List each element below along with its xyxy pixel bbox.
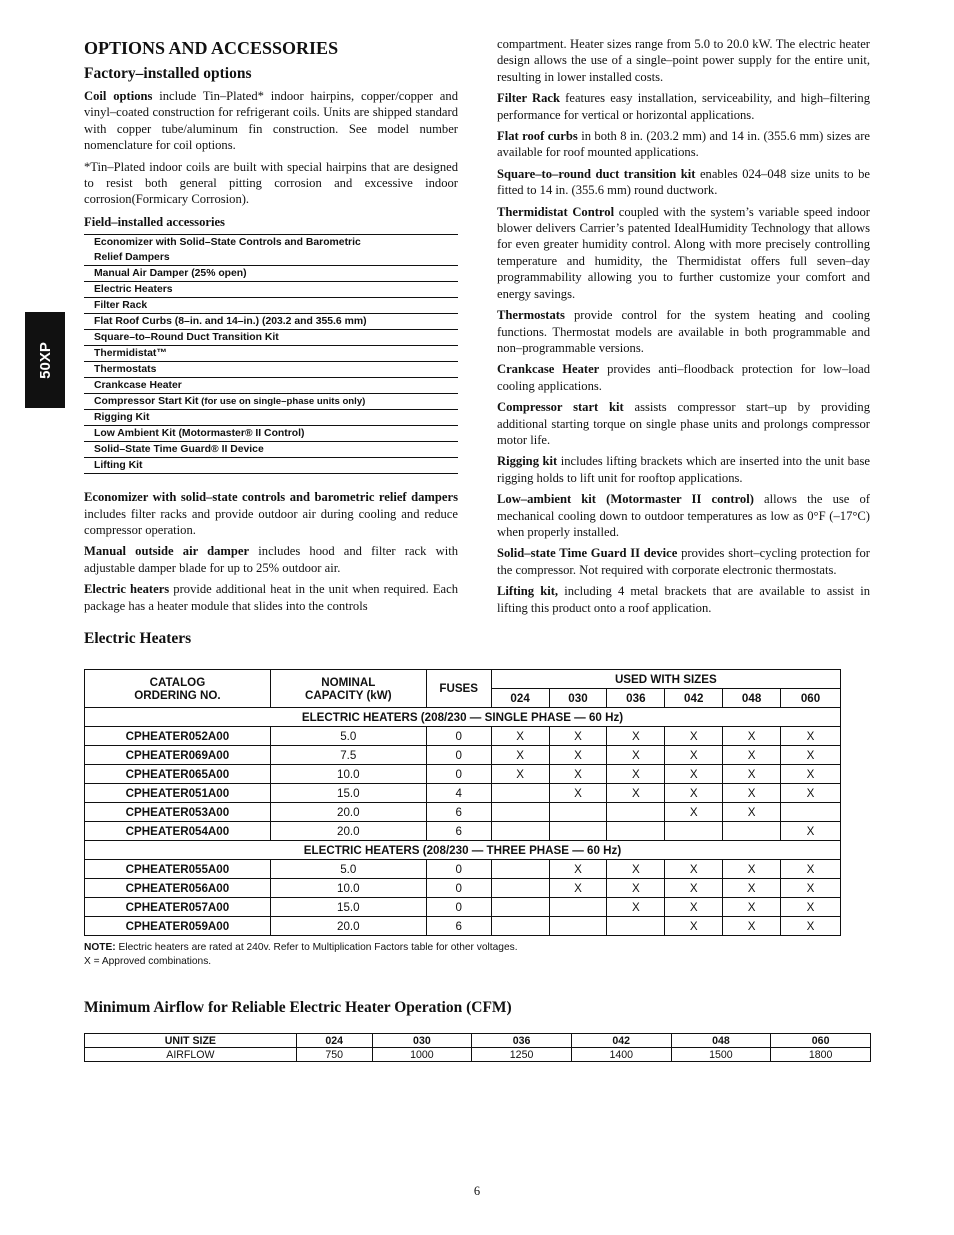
capacity-cell: 10.0 [270, 879, 426, 898]
size-cell: X [607, 765, 665, 784]
airflow-header-cell: UNIT SIZE [85, 1034, 297, 1048]
size-cell: X [665, 727, 723, 746]
size-cell: X [781, 879, 841, 898]
accessory-description [497, 399, 870, 448]
accessory-description-text: includes lifting brackets which are inserted into the unit base rigging holds to lift unit for rooftop applications. [497, 454, 870, 485]
note-label: NOTE: [84, 942, 116, 953]
table-row [85, 727, 841, 746]
size-cell [491, 803, 549, 822]
heaters-text: provide additional heat in the unit when required. Each package has a heater module that slides into the controls [84, 582, 458, 613]
accessory-description-lead: Crankcase Heater [497, 362, 600, 377]
fuses-cell: 0 [426, 727, 491, 746]
catalog-cell: CPHEATER059A00 [85, 917, 271, 936]
economizer-paragraph [84, 489, 458, 538]
airflow-cell: 1250 [472, 1048, 572, 1062]
size-cell [549, 898, 607, 917]
airflow-cell: 1500 [671, 1048, 771, 1062]
accessory-description [497, 545, 870, 578]
factory-options-heading: Factory–installed options [84, 65, 252, 82]
economizer-lead: Economizer with solid–state controls and barometric relief dampers [84, 490, 458, 505]
fuses-cell: 0 [426, 860, 491, 879]
accessory-note: (for use on single–phase units only) [198, 396, 366, 408]
catalog-cell: CPHEATER065A00 [85, 765, 271, 784]
heaters-note [84, 941, 518, 969]
size-cell: X [665, 860, 723, 879]
coil-options-lead: Coil options [84, 89, 153, 103]
accessories-list [84, 234, 458, 474]
size-header: 036 [607, 689, 665, 708]
catalog-cell: CPHEATER056A00 [85, 879, 271, 898]
size-cell [491, 879, 549, 898]
airflow-header-cell: 042 [571, 1034, 671, 1048]
size-cell: X [723, 860, 781, 879]
accessory-item: Crankcase Heater [84, 378, 458, 394]
group-label: ELECTRIC HEATERS (208/230 — SINGLE PHASE — 60 Hz) [85, 708, 841, 727]
accessory-item: Relief Dampers [84, 250, 458, 266]
capacity-cell: 10.0 [270, 765, 426, 784]
accessory-description-lead: Rigging kit [497, 454, 558, 469]
fuses-cell: 0 [426, 879, 491, 898]
damper-text: includes hood and filter rack with adjustable damper blade for up to 25% outdoor air. [84, 544, 459, 575]
table-row [85, 917, 841, 936]
size-cell: X [491, 746, 549, 765]
size-cell: X [781, 860, 841, 879]
size-header: 030 [549, 689, 607, 708]
size-cell [781, 803, 841, 822]
accessory-description [497, 90, 870, 123]
size-cell: X [665, 803, 723, 822]
accessory-description-text: provide control for the system heating and cooling functions. Thermostat models are available in both programmable and non–programmable versions. [497, 308, 870, 355]
airflow-header-cell: 060 [771, 1034, 871, 1048]
size-header: 042 [665, 689, 723, 708]
size-cell [665, 822, 723, 841]
table-row [85, 822, 841, 841]
size-cell: X [491, 727, 549, 746]
size-cell: X [723, 879, 781, 898]
fuses-cell: 6 [426, 803, 491, 822]
accessory-item: Flat Roof Curbs (8–in. and 14–in.) (203.2 and 355.6 mm) [84, 314, 458, 330]
accessory-description-text: coupled with the system’s variable speed indoor blower delivers Carrier’s patented IdealHumidity Technology that allows for even greater humidity control. Along with more precisely controlling temperature and humidity, the Thermidistat offers full seven–day programmability allowing you to further customize your comfort and energy savings. [497, 204, 870, 301]
size-cell: X [723, 898, 781, 917]
note-x-line: X = Approved combinations. [84, 956, 212, 967]
page-number: 6 [473, 1184, 481, 1198]
accessory-description-lead: Thermidistat Control [497, 204, 615, 219]
size-cell: X [781, 784, 841, 803]
accessory-description-text: in both 8 in. (203.2 mm) and 14 in. (355.6 mm) sizes are available for roof mounted applications. [497, 129, 870, 160]
airflow-cell: 750 [296, 1048, 372, 1062]
capacity-cell: 20.0 [270, 917, 426, 936]
size-cell: X [781, 822, 841, 841]
accessory-description [497, 491, 870, 540]
size-cell: X [665, 765, 723, 784]
accessory-description [497, 453, 870, 486]
page-title: OPTIONS AND ACCESSORIES [84, 38, 339, 58]
size-cell: X [491, 765, 549, 784]
airflow-header-cell: 024 [296, 1034, 372, 1048]
accessory-item: Thermostats [84, 362, 458, 378]
catalog-cell: CPHEATER069A00 [85, 746, 271, 765]
size-cell: X [781, 746, 841, 765]
size-cell: X [607, 784, 665, 803]
side-tab-label: 50XP [36, 341, 54, 379]
size-cell: X [549, 879, 607, 898]
size-cell [607, 803, 665, 822]
fuses-cell: 6 [426, 822, 491, 841]
accessory-description-text: enables 024–048 size units to be fitted to 14 in. (355.6 mm) round ductwork. [497, 166, 870, 198]
airflow-heading: Minimum Airflow for Reliable Electric Heater Operation (CFM) [84, 999, 512, 1016]
field-accessories-heading: Field–installed accessories [84, 214, 225, 229]
table-row [85, 898, 841, 917]
table-row [85, 765, 841, 784]
airflow-header-cell: 048 [671, 1034, 771, 1048]
size-header: 048 [723, 689, 781, 708]
table-row [85, 860, 841, 879]
size-cell [491, 917, 549, 936]
economizer-text: includes filter racks and provide outdoor air during cooling and reduce compressor operation. [84, 506, 458, 538]
accessory-description-text: assists compressor start–up by providing additional starting torque on single phase units and prolongs compressor motor life. [497, 400, 870, 447]
accessory-description-lead: Square–to–round duct transition kit [497, 166, 696, 181]
size-header: 024 [491, 689, 549, 708]
size-cell [549, 803, 607, 822]
airflow-header-cell: 030 [372, 1034, 472, 1048]
size-cell: X [723, 727, 781, 746]
accessory-item: Low Ambient Kit (Motormaster® II Control) [84, 426, 458, 442]
accessory-item: Thermidistat™ [84, 346, 458, 362]
accessory-description [497, 307, 870, 356]
damper-paragraph [84, 543, 458, 576]
electric-heaters-heading: Electric Heaters [84, 630, 192, 647]
fuses-cell: 0 [426, 765, 491, 784]
electric-heaters-table [84, 669, 841, 936]
accessory-item: Electric Heaters [84, 282, 458, 298]
fuses-header: FUSES [426, 670, 491, 708]
airflow-cell: 1800 [771, 1048, 871, 1062]
coil-options-paragraph [84, 88, 458, 154]
heaters-lead: Electric heaters [84, 582, 170, 597]
size-cell: X [781, 917, 841, 936]
accessory-description-lead: Low–ambient kit (Motormaster II control) [497, 492, 754, 507]
capacity-cell: 5.0 [270, 860, 426, 879]
size-cell: X [549, 746, 607, 765]
accessory-item: Manual Air Damper (25% open) [84, 266, 458, 282]
accessory-description-lead: Flat roof curbs [497, 129, 578, 144]
accessory-description-lead: Filter Rack [497, 91, 560, 106]
side-tab [25, 312, 65, 408]
coil-options-text: include Tin–Plated* indoor hairpins, copper/copper and vinyl–coated construction for refrigerant coils. Units are shipped standard with copper tube/aluminum fin construction. See model number nomenclature for coil options. [84, 89, 458, 153]
catalog-header: CATALOG ORDERING NO. [85, 670, 271, 708]
table-row [85, 784, 841, 803]
size-cell [491, 784, 549, 803]
accessory-item [84, 394, 458, 410]
size-cell: X [607, 860, 665, 879]
fuses-cell: 4 [426, 784, 491, 803]
size-header: 060 [781, 689, 841, 708]
accessory-description-lead: Compressor start kit [497, 400, 624, 415]
tin-plated-note: *Tin–Plated indoor coils are built with special hairpins that are designed to resist both general pitting corrosion and excessive indoor corrosion(Formicary Corrosion). [84, 159, 458, 207]
capacity-header: NOMINAL CAPACITY (kW) [270, 670, 426, 708]
accessory-description [497, 204, 870, 302]
used-with-header: USED WITH SIZES [491, 670, 840, 689]
fuses-cell: 0 [426, 898, 491, 917]
size-cell: X [607, 879, 665, 898]
size-cell: X [781, 765, 841, 784]
size-cell: X [665, 879, 723, 898]
accessory-label: Compressor Start Kit [94, 396, 199, 408]
size-cell: X [549, 727, 607, 746]
accessory-description [497, 583, 870, 616]
fuses-cell: 0 [426, 746, 491, 765]
accessory-description-text: provides short–cycling protection for the compressor. Not required with corporate electronic thermostats. [497, 546, 870, 577]
accessory-description [497, 361, 870, 394]
size-cell: X [665, 746, 723, 765]
size-cell [607, 917, 665, 936]
accessory-description [497, 128, 870, 161]
size-cell [491, 860, 549, 879]
size-cell: X [549, 784, 607, 803]
size-cell: X [549, 765, 607, 784]
airflow-cell: 1000 [372, 1048, 472, 1062]
size-cell: X [607, 898, 665, 917]
accessory-item: Filter Rack [84, 298, 458, 314]
size-cell [491, 898, 549, 917]
airflow-header-cell: 036 [472, 1034, 572, 1048]
size-cell: X [781, 898, 841, 917]
accessory-description-text: including 4 metal brackets that are available to assist in lifting this product onto a roof application. [497, 584, 870, 615]
size-cell: X [723, 917, 781, 936]
size-cell [607, 822, 665, 841]
size-cell: X [781, 727, 841, 746]
size-cell: X [665, 784, 723, 803]
accessory-description-text: allows the use of mechanical cooling down to outdoor temperatures as low as 0°F (–17°C) when properly installed. [497, 492, 870, 539]
size-cell: X [723, 765, 781, 784]
accessory-description-text: features easy installation, serviceability, and high–filtering performance for vertical or horizontal applications. [497, 91, 870, 122]
catalog-cell: CPHEATER051A00 [85, 784, 271, 803]
accessory-description-lead: Lifting kit, [497, 584, 559, 599]
size-cell [723, 822, 781, 841]
right-items [497, 90, 870, 616]
size-cell: X [723, 803, 781, 822]
size-cell: X [723, 784, 781, 803]
accessory-description-lead: Solid–state Time Guard II device [497, 546, 678, 561]
airflow-cell: 1400 [571, 1048, 671, 1062]
accessory-description [497, 166, 870, 199]
group-label: ELECTRIC HEATERS (208/230 — THREE PHASE — 60 Hz) [85, 841, 841, 860]
capacity-cell: 5.0 [270, 727, 426, 746]
catalog-cell: CPHEATER053A00 [85, 803, 271, 822]
damper-lead: Manual outside air damper [84, 544, 250, 559]
accessory-item: Solid–State Time Guard® II Device [84, 442, 458, 458]
table-row [85, 879, 841, 898]
size-cell: X [549, 860, 607, 879]
size-cell: X [607, 727, 665, 746]
size-cell [491, 822, 549, 841]
capacity-cell: 15.0 [270, 898, 426, 917]
catalog-cell: CPHEATER052A00 [85, 727, 271, 746]
left-column [84, 36, 458, 619]
size-cell [549, 822, 607, 841]
capacity-cell: 20.0 [270, 803, 426, 822]
accessory-item: Square–to–Round Duct Transition Kit [84, 330, 458, 346]
accessory-item: Rigging Kit [84, 410, 458, 426]
size-cell: X [723, 746, 781, 765]
note-text: Electric heaters are rated at 240v. Refer to Multiplication Factors table for other voltages. [115, 942, 518, 953]
accessory-item: Lifting Kit [84, 458, 458, 474]
size-cell: X [665, 898, 723, 917]
heaters-paragraph [84, 581, 458, 614]
size-cell [549, 917, 607, 936]
note-line [84, 941, 518, 955]
catalog-cell: CPHEATER054A00 [85, 822, 271, 841]
capacity-cell: 20.0 [270, 822, 426, 841]
accessory-item: Economizer with Solid–State Controls and Barometric [94, 237, 361, 249]
table-row [85, 746, 841, 765]
catalog-cell: CPHEATER055A00 [85, 860, 271, 879]
airflow-table [84, 1033, 871, 1062]
right-column [497, 36, 870, 621]
catalog-cell: CPHEATER057A00 [85, 898, 271, 917]
capacity-cell: 15.0 [270, 784, 426, 803]
airflow-cell: AIRFLOW [85, 1048, 297, 1062]
heaters-continued-text: compartment. Heater sizes range from 5.0 to 20.0 kW. The electric heater design allows the use of a single–point power supply for the entire unit, resulting in lower installed costs. [497, 37, 870, 84]
size-cell: X [665, 917, 723, 936]
table-row [85, 803, 841, 822]
capacity-cell: 7.5 [270, 746, 426, 765]
fuses-cell: 6 [426, 917, 491, 936]
accessory-description-text: provides anti–floodback protection for low–load cooling applications. [497, 362, 870, 393]
accessory-description-lead: Thermostats [497, 308, 565, 323]
size-cell: X [607, 746, 665, 765]
